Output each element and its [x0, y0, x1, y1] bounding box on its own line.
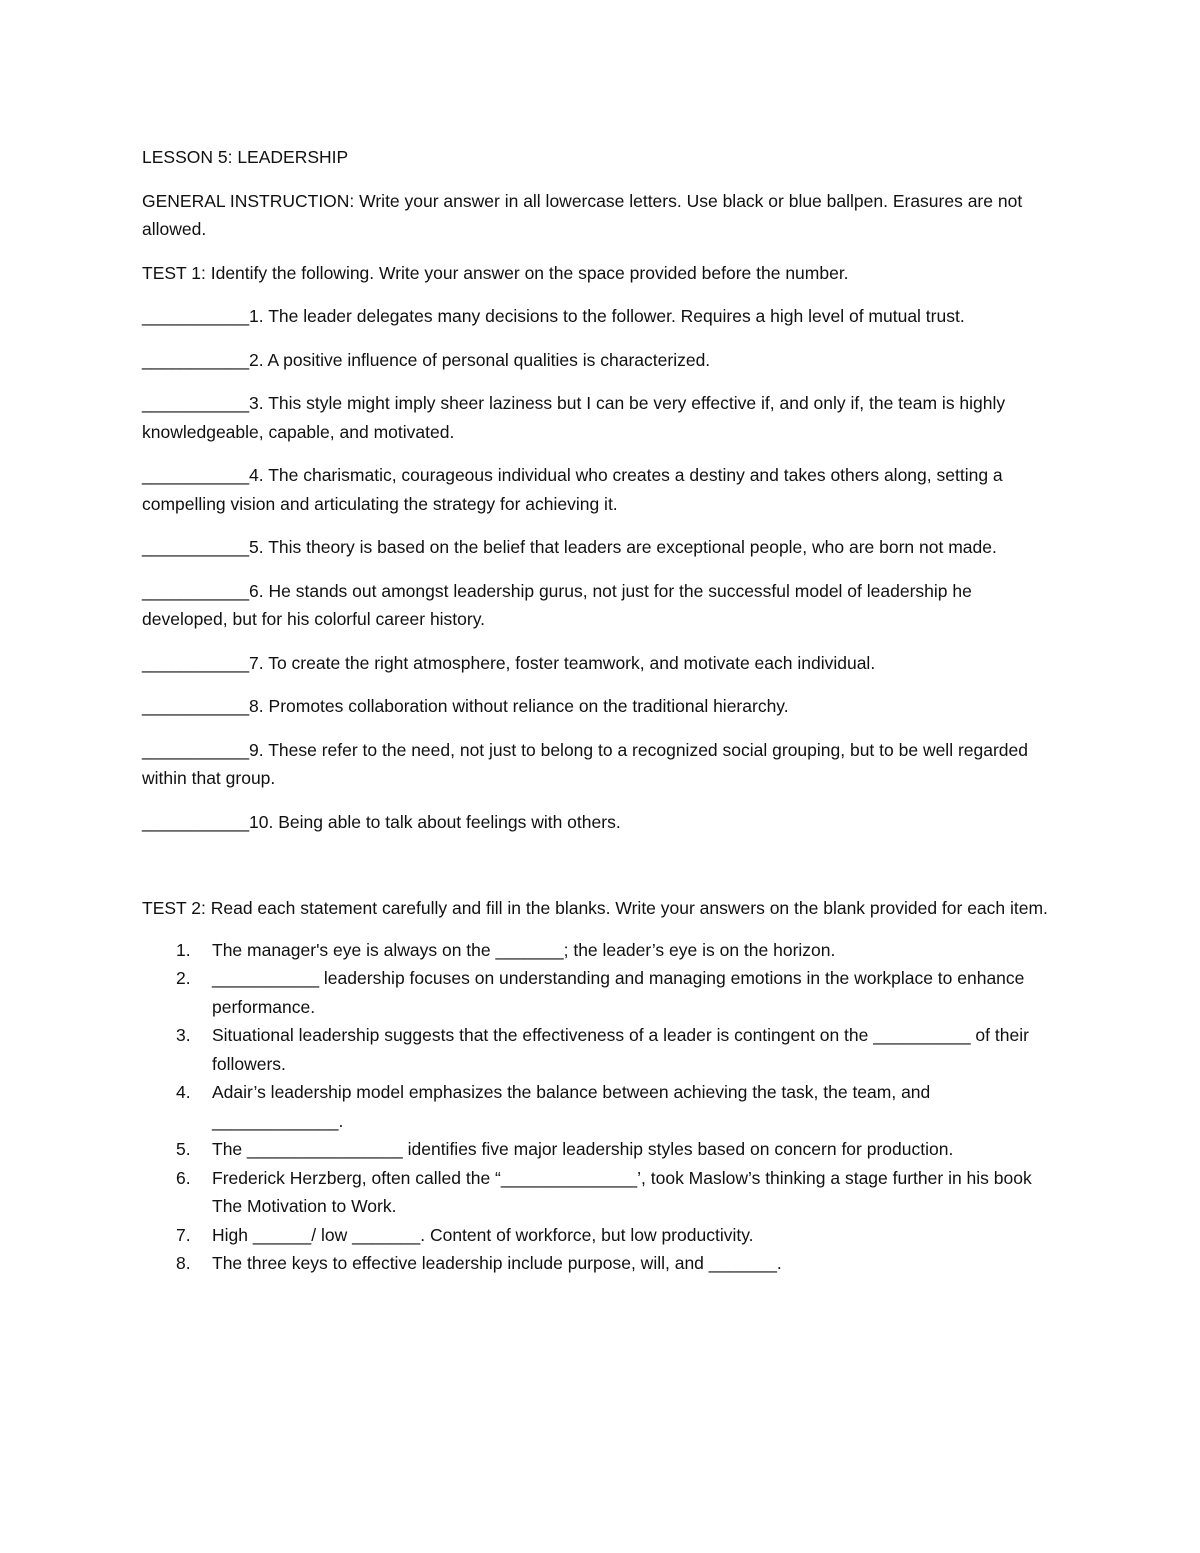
item-number: 5.: [176, 1139, 191, 1159]
worksheet-page: [142, 143, 1060, 1278]
item-number: 2.: [176, 968, 191, 988]
test1-item: ___________4. The charismatic, courageous individual who creates a destiny and takes others along, setting a compelling vision and articulating the strategy for achieving it.: [142, 465, 1003, 514]
test2-item: [142, 1221, 1060, 1250]
item-text: The manager's eye is always on the _______; the leader’s eye is on the horizon.: [212, 939, 836, 960]
item-text: The three keys to effective leadership include purpose, will, and _______.: [212, 1253, 782, 1273]
lesson-title: LESSON 5: LEADERSHIP: [142, 147, 349, 167]
test1-items: [142, 302, 1060, 836]
test2-item: [142, 1078, 1060, 1135]
general-instruction: GENERAL INSTRUCTION: Write your answer in all lowercase letters. Use black or blue ballpen. Erasures are not allowed.: [142, 190, 1023, 239]
item-number: 3.: [176, 1025, 191, 1045]
item-text: Frederick Herzberg, often called the “______________’, took Maslow’s thinking a stage further in his book The Motivation to Work.: [212, 1167, 1032, 1216]
test1-item: ___________6. He stands out amongst leadership gurus, not just for the successful model of leadership he developed, but for his colorful career history.: [142, 580, 972, 629]
test1-item: ___________3. This style might imply sheer laziness but I can be very effective if, and only if, the team is highly knowledgeable, capable, and motivated.: [142, 393, 1006, 442]
item-number: 1.: [176, 939, 191, 960]
test1-item: ___________8. Promotes collaboration without reliance on the traditional hierarchy.: [142, 696, 789, 716]
item-number: 7.: [176, 1224, 191, 1245]
item-text: Adair’s leadership model emphasizes the balance between achieving the task, the team, and _____________.: [212, 1082, 931, 1131]
test1-heading: TEST 1: Identify the following. Write your answer on the space provided before the number.: [142, 262, 849, 283]
item-text: The ________________ identifies five major leadership styles based on concern for production.: [212, 1139, 954, 1159]
test1-item: ___________9. These refer to the need, not just to belong to a recognized social grouping, but to be well regarded within that group.: [142, 739, 1028, 788]
item-number: 6.: [176, 1167, 191, 1188]
test2-items: [142, 936, 1060, 1278]
test2-section: [142, 894, 1060, 1278]
test1-item: ___________2. A positive influence of personal qualities is characterized.: [142, 349, 711, 370]
test1-item: ___________5. This theory is based on the belief that leaders are exceptional people, who are born not made.: [142, 537, 997, 557]
item-number: 4.: [176, 1082, 191, 1102]
test2-item: [142, 1164, 1060, 1221]
test2-item: [142, 1135, 1060, 1164]
test2-item: [142, 964, 1060, 1021]
test1-item: ___________10. Being able to talk about feelings with others.: [142, 811, 621, 832]
test2-item: [142, 1021, 1060, 1078]
test1-item: ___________7. To create the right atmosphere, foster teamwork, and motivate each individual.: [142, 652, 876, 673]
test1-item: ___________1. The leader delegates many decisions to the follower. Requires a high level of mutual trust.: [142, 306, 965, 326]
test2-item: [142, 1249, 1060, 1278]
item-number: 8.: [176, 1253, 191, 1273]
item-text: High ______/ low _______. Content of workforce, but low productivity.: [212, 1224, 754, 1245]
item-text: ___________ leadership focuses on understanding and managing emotions in the workplace to enhance performance.: [212, 968, 1025, 1017]
item-text: Situational leadership suggests that the effectiveness of a leader is contingent on the __________ of their followers.: [212, 1025, 1029, 1074]
test2-item: [142, 936, 1060, 965]
test2-heading: TEST 2: Read each statement carefully and fill in the blanks. Write your answers on the blank provided for each item.: [142, 898, 1048, 918]
